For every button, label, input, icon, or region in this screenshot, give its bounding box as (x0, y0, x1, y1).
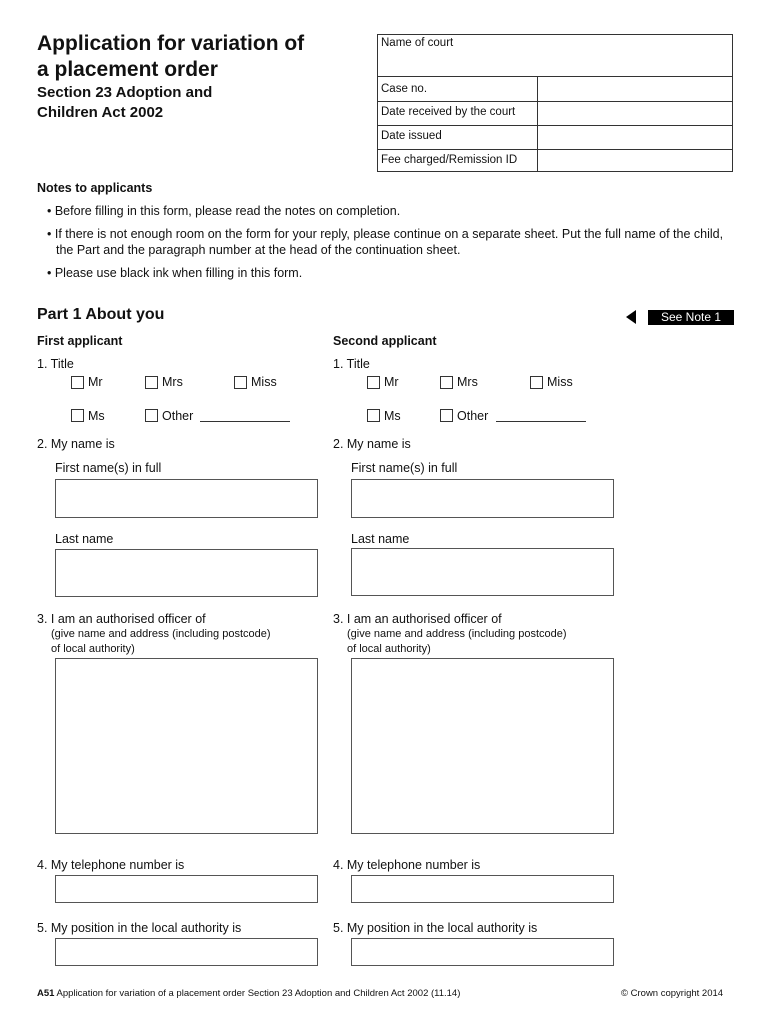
position-question: 5. My position in the local authority is (333, 921, 538, 935)
title-mr-checkbox[interactable] (71, 376, 84, 389)
telephone-question: 4. My telephone number is (333, 858, 481, 872)
title-miss-label: Miss (251, 375, 277, 389)
fee-charged-field[interactable] (537, 150, 732, 172)
title-mrs-label: Mrs (457, 375, 478, 389)
footer-form-text: Application for variation of a placement order Section 23 Adoption and Children Act 2002 (11.14) (54, 988, 461, 999)
last-name-label: Last name (55, 532, 114, 546)
fee-charged-row (378, 149, 732, 172)
first-name-field[interactable] (351, 479, 614, 518)
title-other-field[interactable] (200, 421, 290, 422)
date-received-row (378, 101, 732, 125)
part1-heading: Part 1 About you (37, 306, 165, 323)
title-mr-label: Mr (88, 375, 103, 389)
title-question: 1. Title (37, 357, 74, 371)
telephone-field[interactable] (351, 875, 614, 903)
title-other-checkbox[interactable] (145, 409, 158, 422)
date-issued-field[interactable] (537, 126, 732, 149)
date-received-label: Date received by the court (381, 106, 516, 118)
authorised-officer-hint (347, 627, 567, 657)
last-name-field[interactable] (55, 549, 318, 597)
form-subtitle-line2: Children Act 2002 (37, 104, 164, 121)
authorised-officer-question: 3. I am an authorised officer of (37, 612, 206, 626)
title-ms-label: Ms (384, 409, 401, 423)
title-miss-checkbox[interactable] (234, 376, 247, 389)
authorised-officer-hint (51, 627, 271, 657)
telephone-field[interactable] (55, 875, 318, 903)
see-note-1-button[interactable] (626, 310, 734, 325)
hint-line1: (give name and address (including postcode) (347, 628, 567, 640)
local-authority-field[interactable] (351, 658, 614, 834)
telephone-question: 4. My telephone number is (37, 858, 185, 872)
court-use-box (377, 34, 733, 172)
title-miss-checkbox[interactable] (530, 376, 543, 389)
position-question: 5. My position in the local authority is (37, 921, 242, 935)
title-mrs-checkbox[interactable] (440, 376, 453, 389)
title-mrs-label: Mrs (162, 375, 183, 389)
date-issued-row (378, 125, 732, 149)
hint-line2: of local authority) (347, 643, 431, 655)
title-ms-label: Ms (88, 409, 105, 423)
title-mr-label: Mr (384, 375, 399, 389)
last-name-field[interactable] (351, 548, 614, 596)
arrow-left-icon (626, 310, 636, 324)
footer-copyright: © Crown copyright 2014 (621, 988, 724, 999)
case-no-field[interactable] (537, 77, 732, 101)
note-item-2: • If there is not enough room on the form for your reply, please continue on a separate sheet. Put the full name of the child, the Part and the paragraph number at the head of the continuation sheet. (47, 227, 724, 257)
title-question: 1. Title (333, 357, 370, 371)
title-miss-label: Miss (547, 375, 573, 389)
name-question: 2. My name is (333, 437, 411, 451)
authorised-officer-question: 3. I am an authorised officer of (333, 612, 502, 626)
name-question: 2. My name is (37, 437, 115, 451)
note-item-1: • Before filling in this form, please read the notes on completion. (47, 204, 401, 218)
title-mr-checkbox[interactable] (367, 376, 380, 389)
form-title (37, 31, 304, 83)
title-other-label: Other (457, 409, 489, 423)
first-name-field[interactable] (55, 479, 318, 518)
date-issued-label: Date issued (381, 130, 442, 142)
hint-line2: of local authority) (51, 643, 135, 655)
hint-line1: (give name and address (including postcode) (51, 628, 271, 640)
note-item-3: • Please use black ink when filling in this form. (47, 266, 303, 280)
form-subtitle (37, 83, 212, 123)
title-other-field[interactable] (496, 421, 586, 422)
title-ms-checkbox[interactable] (367, 409, 380, 422)
name-of-court-label: Name of court (381, 37, 454, 49)
case-no-label: Case no. (381, 83, 428, 95)
see-note-label: See Note 1 (648, 310, 734, 325)
second-applicant-heading: Second applicant (333, 334, 437, 348)
local-authority-field[interactable] (55, 658, 318, 834)
footer-form-ref (37, 988, 460, 999)
title-mrs-checkbox[interactable] (145, 376, 158, 389)
first-name-label: First name(s) in full (351, 461, 458, 475)
title-ms-checkbox[interactable] (71, 409, 84, 422)
title-other-label: Other (162, 409, 194, 423)
form-title-line2: a placement order (37, 58, 218, 81)
position-field[interactable] (351, 938, 614, 966)
title-other-checkbox[interactable] (440, 409, 453, 422)
form-subtitle-line1: Section 23 Adoption and (37, 84, 213, 101)
fee-charged-label: Fee charged/Remission ID (381, 154, 518, 166)
case-no-row (378, 76, 732, 101)
last-name-label: Last name (351, 532, 410, 546)
position-field[interactable] (55, 938, 318, 966)
notes-heading: Notes to applicants (37, 181, 153, 195)
footer-form-code: A51 (37, 988, 55, 999)
first-applicant-heading: First applicant (37, 334, 123, 348)
first-name-label: First name(s) in full (55, 461, 162, 475)
date-received-field[interactable] (537, 102, 732, 125)
form-title-line1: Application for variation of (37, 32, 305, 55)
